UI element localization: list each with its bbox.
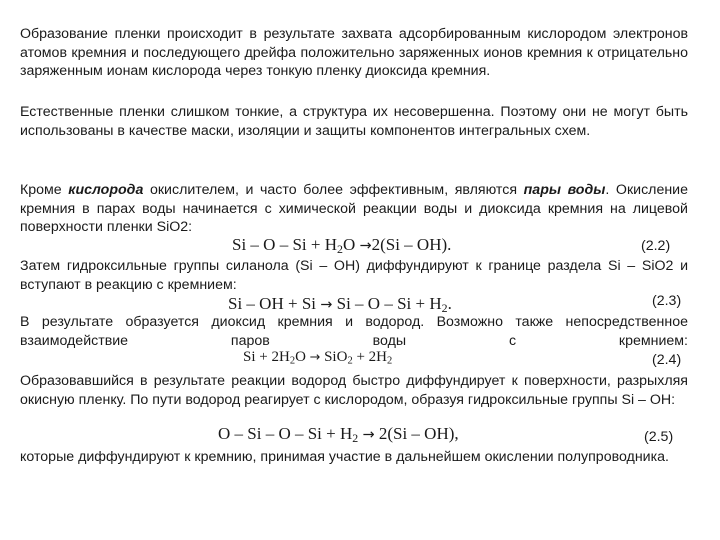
paragraph-film-formation: Образование пленки происходит в результате захвата адсорбированным кислородом электронов атомов кремния и последующего дрейфа положительно заряженных ионов кремния к отрицательно заряженным ионам кислорода через тонкую пленку диоксида кремния.: [20, 26, 688, 80]
eq-subscript: 2: [352, 430, 359, 445]
emphasis-oxygen: кислорода: [68, 182, 144, 198]
equation-number-2-4: (2.4): [652, 352, 682, 368]
arrow-icon: →: [362, 427, 375, 443]
equation-number-2-2: (2.2): [641, 238, 671, 254]
eq-subscript: 2: [289, 355, 296, 367]
eq-subscript: 2: [337, 241, 343, 256]
eq-part: 2(Si – OH),: [374, 424, 459, 443]
eq-part: .: [447, 294, 452, 313]
paragraph-hydrogen-diffusion: Образовавшийся в результате реакции водород быстро диффундирует к поверхности, разрыхляя окисную пленку. По пути водород реагирует с кислородом, образуя гидроксильные группы Si – OH:: [20, 373, 688, 408]
eq-part: Si – O – Si + H: [232, 235, 337, 254]
paragraph-further-oxidation: которые диффундируют к кремнию, принимая участие в дальнейшем окислении полупроводника.: [20, 449, 669, 465]
text-run: . Окисление кремния в парах воды начинается с химической реакции воды и диоксида кремния на лицевой поверхности пленки SiO2:: [20, 182, 688, 236]
equation-number-2-3: (2.3): [652, 293, 682, 309]
eq-subscript: 2: [441, 300, 448, 315]
text-run: окислителем, и часто более эффективным, являются: [143, 182, 524, 198]
eq-part: SiO: [320, 349, 348, 365]
equation-number-2-5: (2.5): [644, 429, 674, 445]
arrow-icon: →: [320, 297, 333, 313]
eq-part: O: [342, 235, 360, 254]
equation-2-2: [232, 235, 451, 255]
equation-2-5: [218, 424, 459, 444]
arrow-icon: →: [359, 238, 372, 254]
eq-subscript: 2: [386, 355, 393, 367]
paragraph-water-vapor: [20, 181, 688, 237]
arrow-icon: →: [309, 350, 321, 365]
eq-part: 2(Si – OH).: [371, 235, 452, 254]
equation-2-3: [228, 294, 452, 314]
emphasis-water-vapor: пары воды: [523, 182, 606, 198]
eq-part: + 2H: [352, 349, 387, 365]
eq-part: O: [295, 349, 310, 365]
text-run: Кроме: [20, 182, 69, 198]
eq-part: Si + 2H: [243, 349, 290, 365]
eq-part: O – Si – O – Si + H: [218, 424, 353, 443]
paragraph-silanol-diffusion: Затем гидроксильные группы силанола (Si – OH) диффундируют к границе раздела Si – SiO2 и вступают в реакцию с кремнием:: [20, 258, 688, 293]
eq-part: Si – OH + Si: [228, 294, 321, 313]
paragraph-natural-films: Естественные пленки слишком тонкие, а структура их несовершенна. Поэтому они не могут быть использованы в качестве маски, изоляции и защиты компонентов интегральных схем.: [20, 104, 688, 139]
eq-part: Si – O – Si + H: [332, 294, 442, 313]
paragraph-direct-interaction: В результате образуется диоксид кремния и водород. Возможно также непосредственное взаимодействие паров воды с кремнием:: [20, 314, 688, 349]
eq-subscript: 2: [347, 355, 353, 367]
equation-2-4: [243, 349, 392, 366]
